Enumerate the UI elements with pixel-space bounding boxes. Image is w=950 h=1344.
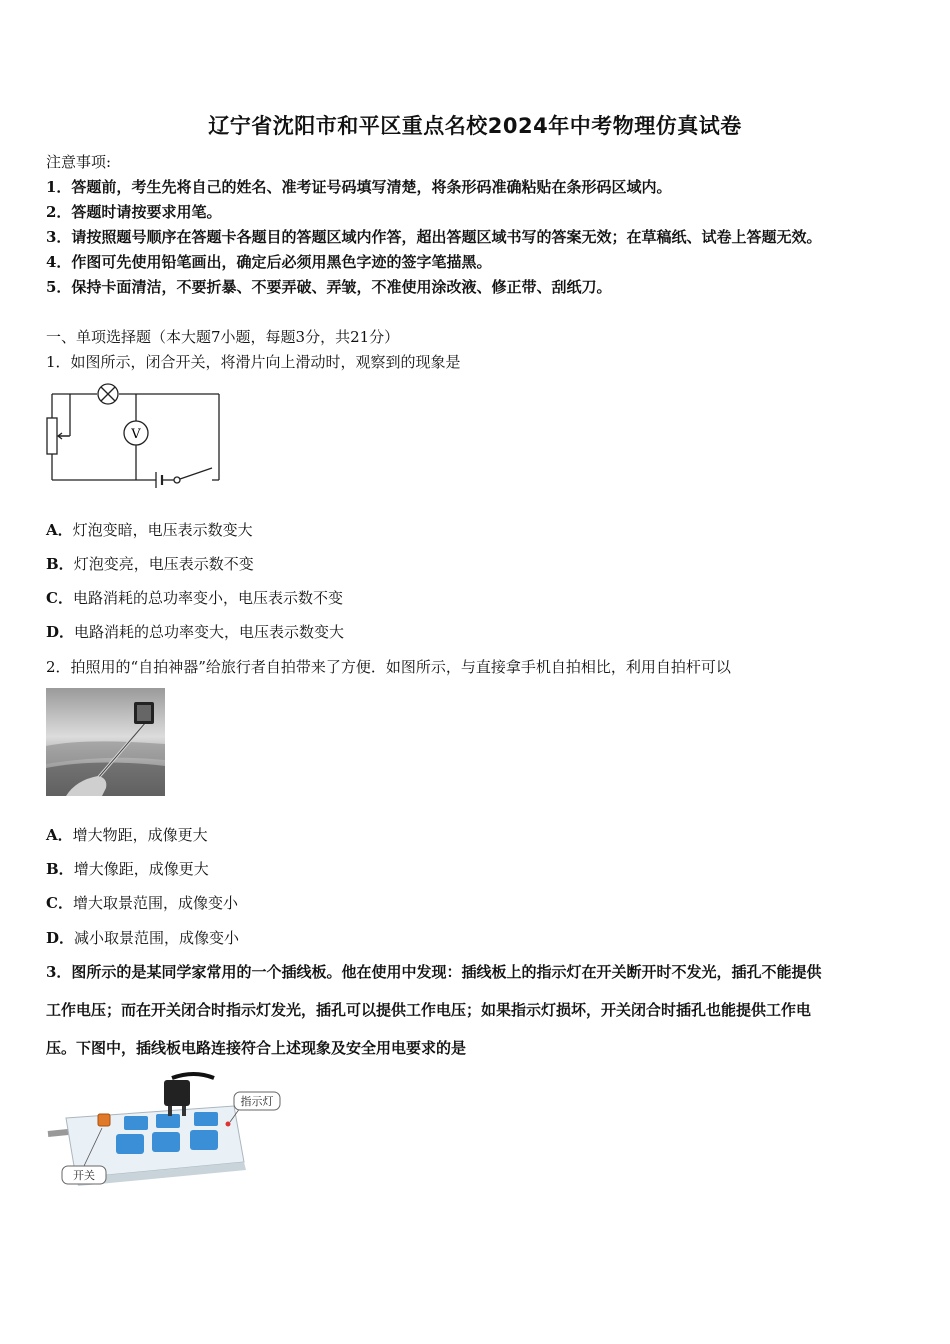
- option-label: A．: [46, 521, 73, 539]
- question-1-stem: 1．如图所示，闭合开关，将滑片向上滑动时，观察到的现象是: [46, 353, 461, 371]
- option-label: B．: [46, 860, 74, 878]
- option-text: 灯泡变亮，电压表示数不变: [73, 555, 254, 573]
- question-2-option-c: [46, 892, 238, 913]
- question-2-option-b: [46, 858, 209, 879]
- section-heading: 一、单项选择题（本大题7小题，每题3分，共21分）: [46, 328, 400, 346]
- question-1-option-b: [46, 553, 254, 574]
- option-text: 电路消耗的总功率变小，电压表示数不变: [72, 589, 343, 607]
- circuit-diagram: [44, 378, 224, 496]
- option-text: 灯泡变暗，电压表示数变大: [72, 521, 253, 539]
- option-label: C．: [46, 589, 73, 607]
- option-text: 减小取景范围，成像变小: [74, 929, 240, 947]
- indicator-light-label: 指示灯: [240, 1095, 274, 1108]
- question-3-stem-line: 3．图所示的是某同学家常用的一个插线板。他在使用中发现：插线板上的指示灯在开关断开时不发光，插孔不能提供: [46, 963, 822, 981]
- notice-title: 注意事项:: [46, 153, 112, 171]
- option-label: D．: [46, 929, 75, 947]
- question-2-option-a: [46, 824, 208, 845]
- question-1-option-a: [46, 519, 253, 540]
- option-text: 电路消耗的总功率变大，电压表示数变大: [74, 623, 345, 641]
- notice-item: 1．答题前，考生先将自己的姓名、准考证号码填写清楚，将条形码准确粘贴在条形码区域内。: [46, 178, 672, 196]
- question-1-option-d: [46, 621, 344, 642]
- notice-item: 3．请按照题号顺序在答题卡各题目的答题区域内作答，超出答题区域书写的答案无效；在草稿纸、试卷上答题无效。: [46, 228, 822, 246]
- voltmeter-icon: [124, 421, 148, 445]
- notice-item: 2．答题时请按要求用笔。: [46, 203, 222, 221]
- bulb-icon: [98, 384, 118, 404]
- switch-label: 开关: [73, 1169, 95, 1182]
- power-switch-icon: [98, 1114, 110, 1126]
- page-title: 辽宁省沈阳市和平区重点名校2024年中考物理仿真试卷: [208, 114, 742, 138]
- option-label: D．: [46, 623, 75, 641]
- question-3-stem-line: 工作电压；而在开关闭合时指示灯发光，插孔可以提供工作电压；如果指示灯损坏，开关闭合时插孔也能提供工作电: [46, 1001, 812, 1019]
- notice-item: 5．保持卡面清洁，不要折暴、不要弄破、弄皱，不准使用涂改液、修正带、刮纸刀。: [46, 278, 612, 296]
- option-label: A．: [46, 826, 73, 844]
- voltmeter-label: V: [131, 427, 141, 442]
- option-text: 增大像距，成像更大: [73, 860, 209, 878]
- question-3-stem-line: 压。下图中，插线板电路连接符合上述现象及安全用电要求的是: [46, 1039, 467, 1057]
- option-label: C．: [46, 894, 73, 912]
- option-text: 增大取景范围，成像变小: [72, 894, 238, 912]
- question-2-stem: 2．拍照用的“自拍神器”给旅行者自拍带来了方便．如图所示，与直接拿手机自拍相比，利用自拍杆可以: [46, 658, 731, 676]
- option-text: 增大物距，成像更大: [72, 826, 208, 844]
- question-1-option-c: [46, 587, 343, 608]
- rheostat-icon: [47, 394, 70, 454]
- question-2-option-d: [46, 927, 239, 948]
- option-label: B．: [46, 555, 74, 573]
- notice-item: 4．作图可先使用铅笔画出，确定后必须用黑色字迹的签字笔描黑。: [46, 253, 492, 271]
- selfie-stick-photo: [46, 688, 165, 796]
- indicator-light-icon: [226, 1122, 231, 1127]
- power-strip-photo: [44, 1070, 289, 1195]
